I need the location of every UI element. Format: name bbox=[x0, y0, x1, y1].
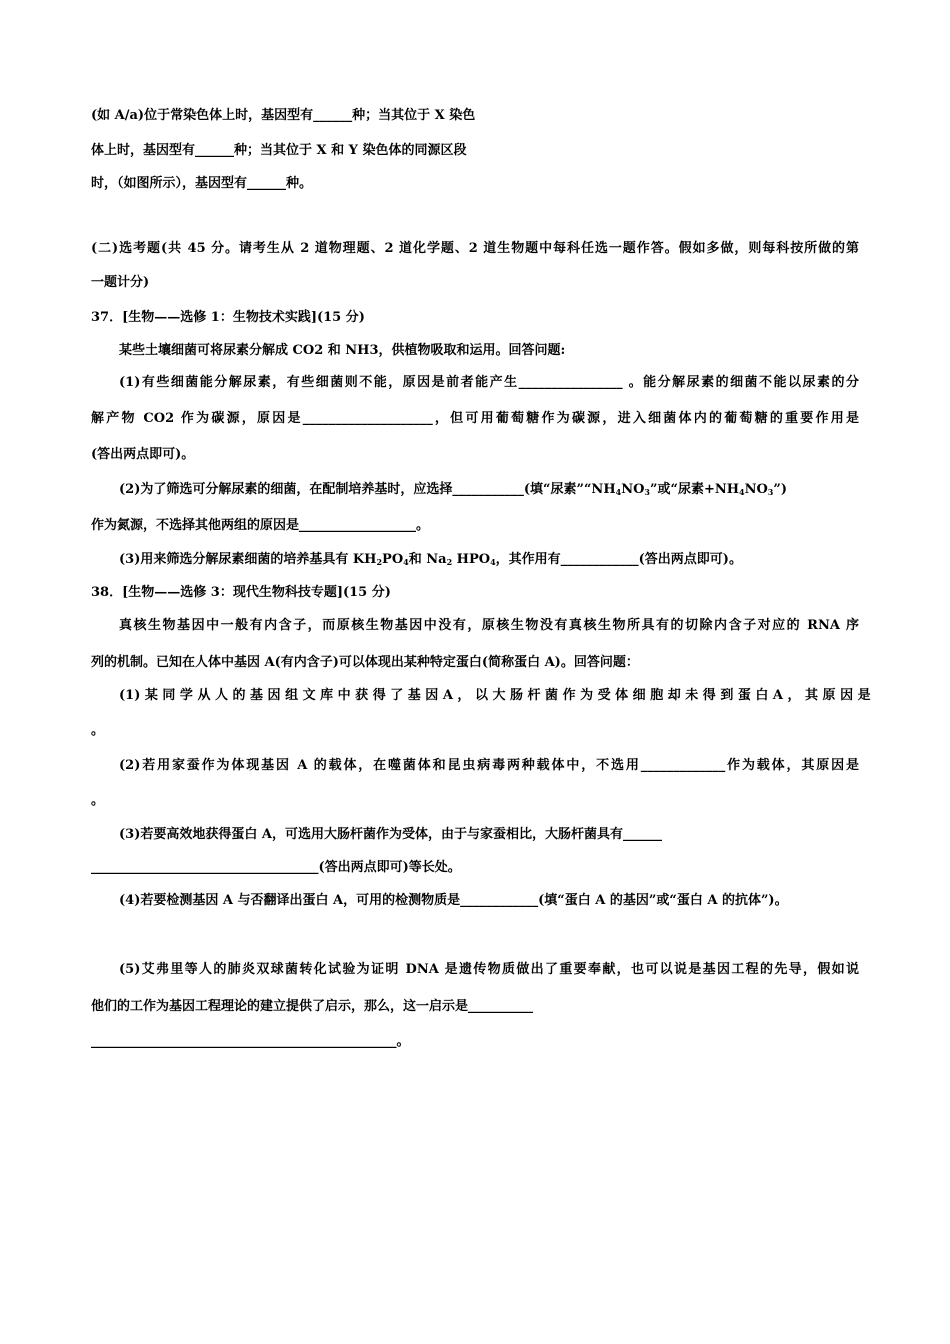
question-38-part-1: (1) 某 同 学 从 人 的 基 因 组 文 库 中 获 得 了 基 因 A ， 以 大 肠 杆 菌 作 为 受 体 细 胞 却 未 得 到 蛋 白 A ， 其 原 因 是 bbox=[119, 688, 871, 703]
question-38-part-2: (2)若用家蚕作为体现基因 A 的载体，在噬菌体和昆虫病毒两种载体中，不选用_____________作为载体，其原因是 bbox=[119, 758, 859, 773]
question-38-part-5-line-1: (5)艾弗里等人的肺炎双球菌转化试验为证明 DNA 是遗传物质做出了重要奉献，也可以说是基因工程的先导，假如说 bbox=[119, 962, 859, 977]
text-segment: (2)为了筛选可分解尿素的细菌，在配制培养基时，应选择___________(填“尿素”“NH bbox=[119, 482, 616, 497]
question-37-part-1-line-2: 解产物 CO2 作为碳源，原因是____________________，但可用葡萄糖作为碳源，进入细菌体内的葡萄糖的重要作用是 bbox=[91, 411, 859, 426]
question-38-part-3-line-1: (3)若要高效地获得蛋白 A，可选用大肠杆菌作为受体，由于与家蚕相比，大肠杆菌具有______ bbox=[119, 827, 662, 842]
text-segment: NO bbox=[744, 482, 768, 497]
question-38-part-5-line-3: _______________________________________________。 bbox=[91, 1034, 410, 1049]
subscript: 4 bbox=[403, 557, 409, 567]
question-37-part-2-line-2: 作为氮源，不选择其他两组的原因是__________________。 bbox=[91, 518, 430, 533]
question-36-text-line-2: 体上时，基因型有______种；当其位于 X 和 Y 染色体的同源区段 bbox=[91, 143, 467, 158]
text-segment: ，其作用有____________(答出两点即可)。 bbox=[495, 552, 742, 567]
section-heading-elective-cont: 一题计分) bbox=[91, 275, 150, 290]
question-37-title: 37．[生物——选修 1：生物技术实践](15 分) bbox=[91, 310, 365, 325]
question-38-stem-line-1: 真核生物基因中一般有内含子，而原核生物基因中没有，原核生物没有真核生物所具有的切除内含子对应的 RNA 序 bbox=[119, 618, 859, 633]
section-heading-elective: (二)选考题(共 45 分。请考生从 2 道物理题、2 道化学题、2 道生物题中每科任选一题作答。假如多做，则每科按所做的第 bbox=[91, 241, 859, 256]
subscript: 4 bbox=[615, 487, 622, 497]
question-36-text-line-1: (如 A/a)位于常染色体上时，基因型有______种；当其位于 X 染色 bbox=[91, 108, 476, 123]
subscript: 2 bbox=[446, 557, 453, 567]
subscript: 2 bbox=[376, 557, 383, 567]
text-segment: NO bbox=[621, 482, 645, 497]
question-38-part-4: (4)若要检测基因 A 与否翻译出蛋白 A，可用的检测物质是____________(填“蛋白 A 的基因”或“蛋白 A 的抗体”)。 bbox=[119, 893, 788, 908]
text-segment: (3)用来筛选分解尿素细菌的培养基具有 KH bbox=[119, 552, 377, 567]
question-38-part-5-line-2: 他们的工作为基因工程理论的建立提供了启示，那么，这一启示是__________ bbox=[91, 999, 534, 1014]
text-segment: 和 Na bbox=[408, 552, 447, 567]
subscript: 3 bbox=[644, 487, 650, 497]
question-36-text-line-3: 时，（如图所示），基因型有______种。 bbox=[91, 176, 313, 191]
question-37-part-1-line-1: (1)有些细菌能分解尿素，有些细菌则不能，原因是前者能产生________________ 。能分解尿素的细菌不能以尿素的分 bbox=[119, 375, 859, 390]
text-segment: ”) bbox=[773, 482, 788, 497]
subscript: 4 bbox=[739, 487, 745, 497]
question-37-part-1-line-3: (答出两点即可)。 bbox=[91, 447, 195, 462]
question-38-title: 38．[生物——选修 3：现代生物科技专题](15 分) bbox=[91, 585, 391, 600]
text-segment: PO bbox=[382, 552, 404, 567]
text-segment: HPO bbox=[452, 552, 491, 567]
question-37-stem: 某些土壤细菌可将尿素分解成 CO2 和 NH3，供植物吸取和运用。回答问题: bbox=[119, 343, 566, 358]
question-38-stem-line-2: 列的机制。已知在人体中基因 A(有内含子)可以体现出某种特定蛋白(简称蛋白 A)。回答问题： bbox=[91, 655, 639, 670]
question-37-part-2-line-1 bbox=[119, 478, 787, 497]
question-37-part-3 bbox=[119, 548, 742, 567]
question-38-part-3-line-2: ___________________________________(答出两点即可)等长处。 bbox=[91, 860, 461, 875]
question-38-part-2-end: 。 bbox=[91, 793, 105, 808]
question-38-part-1-end: 。 bbox=[91, 723, 105, 738]
subscript: 4 bbox=[490, 557, 496, 567]
subscript: 3 bbox=[767, 487, 774, 497]
text-segment: ”或“尿素+NH bbox=[649, 482, 739, 497]
